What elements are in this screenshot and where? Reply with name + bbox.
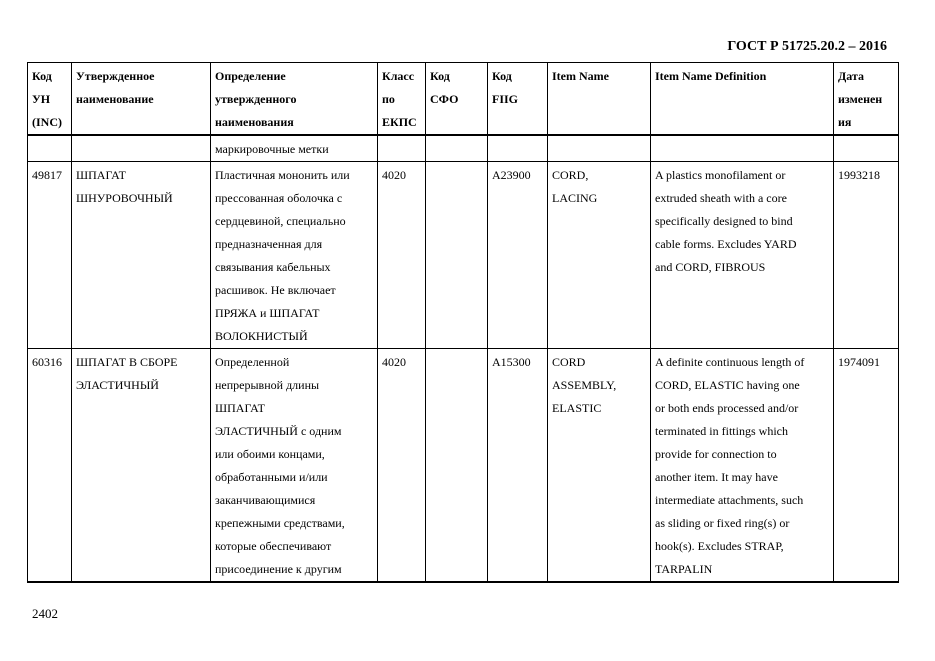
item-names-table: [27, 62, 899, 583]
cell-line: заканчивающимися: [215, 493, 316, 507]
cell-line: ЭЛАСТИЧНЫЙ: [76, 378, 159, 392]
cell-line: предназначенная для: [215, 237, 323, 251]
column-header-line: по: [382, 92, 395, 106]
cell-line: Пластичная мононить или: [215, 168, 350, 182]
cell-line: extruded sheath with a core: [655, 191, 787, 205]
column-header-line: Дата: [838, 69, 864, 83]
cell-line: or both ends processed and/or: [655, 401, 799, 415]
cell-line: terminated in fittings which: [655, 424, 788, 438]
cell-definition: [211, 162, 378, 349]
cell-line: ШПАГАТ: [215, 401, 266, 415]
column-header-line: Код: [430, 69, 450, 83]
column-header-line: FIIG: [492, 92, 519, 106]
cell-definition: [211, 349, 378, 583]
cell-line: ASSEMBLY,: [552, 378, 617, 392]
cell-inc: [28, 135, 72, 162]
cell-value: 4020: [382, 355, 406, 369]
column-header-line: Утвержденное: [76, 69, 155, 83]
column-header-inc: [28, 63, 72, 136]
cell-line: присоединение к другим: [215, 562, 342, 576]
cell-line: непрерывной длины: [215, 378, 320, 392]
column-header-sfo: [426, 63, 488, 136]
cell-class: [378, 135, 426, 162]
column-header-line: Код: [492, 69, 512, 83]
column-header-item-definition: [651, 63, 834, 136]
cell-date: [834, 349, 899, 583]
cell-line: cable forms. Excludes YARD: [655, 237, 797, 251]
cell-value: 1993218: [838, 168, 880, 182]
cell-line: provide for connection to: [655, 447, 777, 461]
cell-inc: [28, 349, 72, 583]
table-body: [28, 135, 899, 582]
column-header-name: [72, 63, 211, 136]
column-header-fiig: [488, 63, 548, 136]
cell-item-definition: [651, 135, 834, 162]
cell-name: [72, 135, 211, 162]
cell-item-definition: [651, 162, 834, 349]
column-header-item-name: [548, 63, 651, 136]
cell-sfo: [426, 349, 488, 583]
cell-line: ШПАГАТ В СБОРЕ: [76, 355, 178, 369]
cell-line: intermediate attachments, such: [655, 493, 804, 507]
cell-line: ШПАГАТ: [76, 168, 127, 182]
column-header-line: (INC): [32, 115, 62, 129]
cell-fiig: [488, 162, 548, 349]
cell-line: маркировочные метки: [215, 142, 329, 156]
cell-line: прессованная оболочка с: [215, 191, 343, 205]
cell-value: 60316: [32, 355, 62, 369]
column-header-definition: [211, 63, 378, 136]
cell-line: ELASTIC: [552, 401, 602, 415]
column-header-line: наименования: [215, 115, 294, 129]
cell-date: [834, 162, 899, 349]
cell-line: CORD, ELASTIC having one: [655, 378, 800, 392]
cell-fiig: [488, 349, 548, 583]
cell-line: hook(s). Excludes STRAP,: [655, 539, 784, 553]
cell-line: A definite continuous length of: [655, 355, 805, 369]
cell-line: связывания кабельных: [215, 260, 331, 274]
cell-name: [72, 349, 211, 583]
table-row: [28, 135, 899, 162]
cell-line: CORD,: [552, 168, 589, 182]
table-header-row: [28, 63, 899, 136]
column-header-line: ЕКПС: [382, 115, 417, 129]
cell-line: ПРЯЖА и ШПАГАТ: [215, 306, 320, 320]
cell-line: TARPALIN: [655, 562, 713, 576]
column-header-line: Класс: [382, 69, 415, 83]
column-header-class: [378, 63, 426, 136]
cell-item-name: [548, 135, 651, 162]
cell-fiig: [488, 135, 548, 162]
cell-line: CORD: [552, 355, 586, 369]
document-header: ГОСТ Р 51725.20.2 – 2016: [727, 39, 887, 54]
cell-item-name: [548, 349, 651, 583]
cell-line: ЭЛАСТИЧНЫЙ с одним: [215, 424, 342, 438]
cell-line: расшивок. Не включает: [215, 283, 336, 297]
cell-line: сердцевиной, специально: [215, 214, 346, 228]
cell-line: ШНУРОВОЧНЫЙ: [76, 191, 173, 205]
column-header-line: УН: [32, 92, 51, 106]
cell-line: as sliding or fixed ring(s) or: [655, 516, 790, 530]
column-header-line: Item Name Definition: [655, 69, 767, 83]
cell-line: another item. It may have: [655, 470, 778, 484]
column-header-line: изменен: [838, 92, 883, 106]
cell-name: [72, 162, 211, 349]
cell-definition: [211, 135, 378, 162]
cell-value: 1974091: [838, 355, 880, 369]
column-header-line: ия: [838, 115, 852, 129]
page-number: 2402: [32, 606, 58, 621]
cell-line: and CORD, FIBROUS: [655, 260, 766, 274]
cell-class: [378, 349, 426, 583]
cell-line: LACING: [552, 191, 598, 205]
column-header-line: СФО: [430, 92, 459, 106]
table-row: [28, 349, 899, 583]
cell-inc: [28, 162, 72, 349]
column-header-date: [834, 63, 899, 136]
cell-line: specifically designed to bind: [655, 214, 793, 228]
cell-item-definition: [651, 349, 834, 583]
column-header-line: наименование: [76, 92, 154, 106]
column-header-line: Item Name: [552, 69, 609, 83]
cell-line: которые обеспечивают: [215, 539, 332, 553]
column-header-line: утвержденного: [215, 92, 297, 106]
cell-item-name: [548, 162, 651, 349]
cell-value: A15300: [492, 355, 531, 369]
cell-line: крепежными средствами,: [215, 516, 345, 530]
column-header-line: Код: [32, 69, 52, 83]
cell-line: Определенной: [215, 355, 290, 369]
cell-line: ВОЛОКНИСТЫЙ: [215, 329, 308, 343]
cell-sfo: [426, 135, 488, 162]
cell-value: 49817: [32, 168, 62, 182]
column-header-line: Определение: [215, 69, 286, 83]
cell-date: [834, 135, 899, 162]
cell-sfo: [426, 162, 488, 349]
cell-line: или обоими концами,: [215, 447, 325, 461]
cell-value: 4020: [382, 168, 406, 182]
cell-value: A23900: [492, 168, 531, 182]
cell-line: A plastics monofilament or: [655, 168, 786, 182]
cell-line: обработанными и/или: [215, 470, 328, 484]
cell-class: [378, 162, 426, 349]
table-row: [28, 162, 899, 349]
